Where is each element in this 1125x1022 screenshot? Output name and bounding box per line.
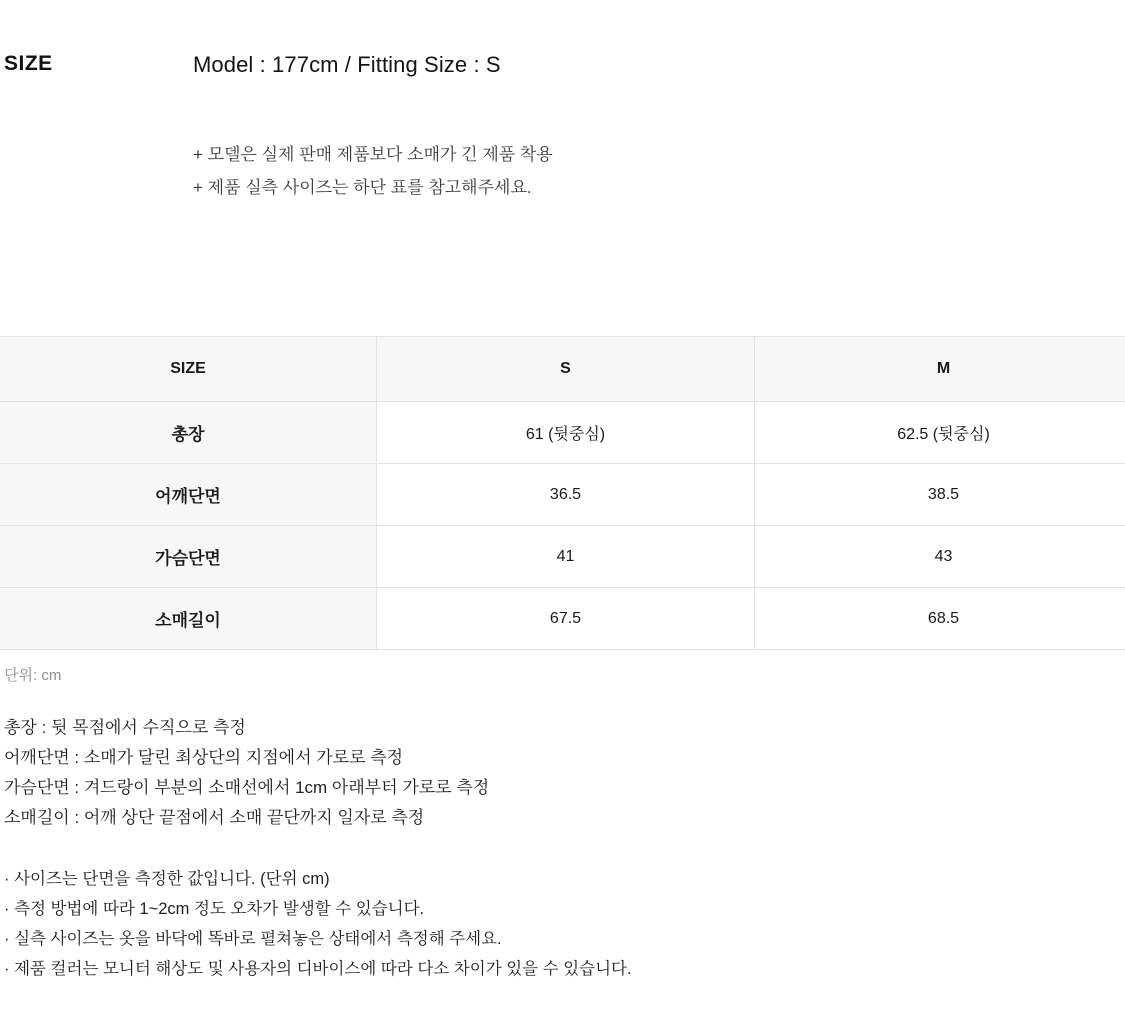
cell-total-length-m: 62.5 (뒷중심): [755, 402, 1125, 464]
table-header-size: SIZE: [0, 337, 377, 402]
header-note-1: + 모델은 실제 판매 제품보다 소매가 긴 제품 착용: [193, 145, 553, 164]
unit-note: 단위: cm: [4, 667, 62, 684]
measure-guide: [4, 713, 489, 833]
header-note-2: + 제품 실측 사이즈는 하단 표를 참고해주세요.: [193, 178, 532, 197]
cell-chest-s: 41: [377, 526, 755, 588]
table-header-m: M: [755, 337, 1125, 402]
model-fitting-info: Model : 177cm / Fitting Size : S: [193, 52, 501, 77]
table-row: [0, 464, 1125, 526]
caution-notes: [4, 864, 632, 984]
caution-line-1: · 사이즈는 단면을 측정한 값입니다. (단위 cm): [4, 870, 330, 888]
caution-line-2: · 측정 방법에 따라 1~2cm 정도 오차가 발생할 수 있습니다.: [4, 900, 425, 918]
table-head: [0, 337, 1125, 402]
measure-guide-line-4: 소매길이 : 어깨 상단 끝점에서 소매 끝단까지 일자로 측정: [4, 808, 425, 827]
header-notes: [193, 138, 553, 204]
cell-sleeve-m: 68.5: [755, 588, 1125, 650]
cell-total-length-s: 61 (뒷중심): [377, 402, 755, 464]
table-header-s: S: [377, 337, 755, 402]
cell-chest-m: 43: [755, 526, 1125, 588]
row-label-sleeve: 소매길이: [0, 588, 377, 650]
measure-guide-line-3: 가슴단면 : 겨드랑이 부분의 소매선에서 1cm 아래부터 가로로 측정: [4, 778, 490, 797]
table-header-row: [0, 337, 1125, 402]
table-body: [0, 402, 1125, 650]
cell-sleeve-s: 67.5: [377, 588, 755, 650]
section-title: SIZE: [4, 52, 53, 75]
size-measurement-table: [0, 336, 1125, 650]
cell-shoulder-s: 36.5: [377, 464, 755, 526]
table-row: [0, 402, 1125, 464]
measure-guide-line-1: 총장 : 뒷 목점에서 수직으로 측정: [4, 718, 246, 737]
table-row: [0, 588, 1125, 650]
row-label-chest: 가슴단면: [0, 526, 377, 588]
caution-line-3: · 실측 사이즈는 옷을 바닥에 똑바로 펼쳐놓은 상태에서 측정해 주세요.: [4, 930, 502, 948]
row-label-total-length: 총장: [0, 402, 377, 464]
table-row: [0, 526, 1125, 588]
caution-line-4: · 제품 컬러는 모니터 해상도 및 사용자의 디바이스에 따라 다소 차이가 있을 수 있습니다.: [4, 960, 632, 978]
measure-guide-line-2: 어깨단면 : 소매가 달린 최상단의 지점에서 가로로 측정: [4, 748, 404, 767]
row-label-shoulder: 어깨단면: [0, 464, 377, 526]
cell-shoulder-m: 38.5: [755, 464, 1125, 526]
